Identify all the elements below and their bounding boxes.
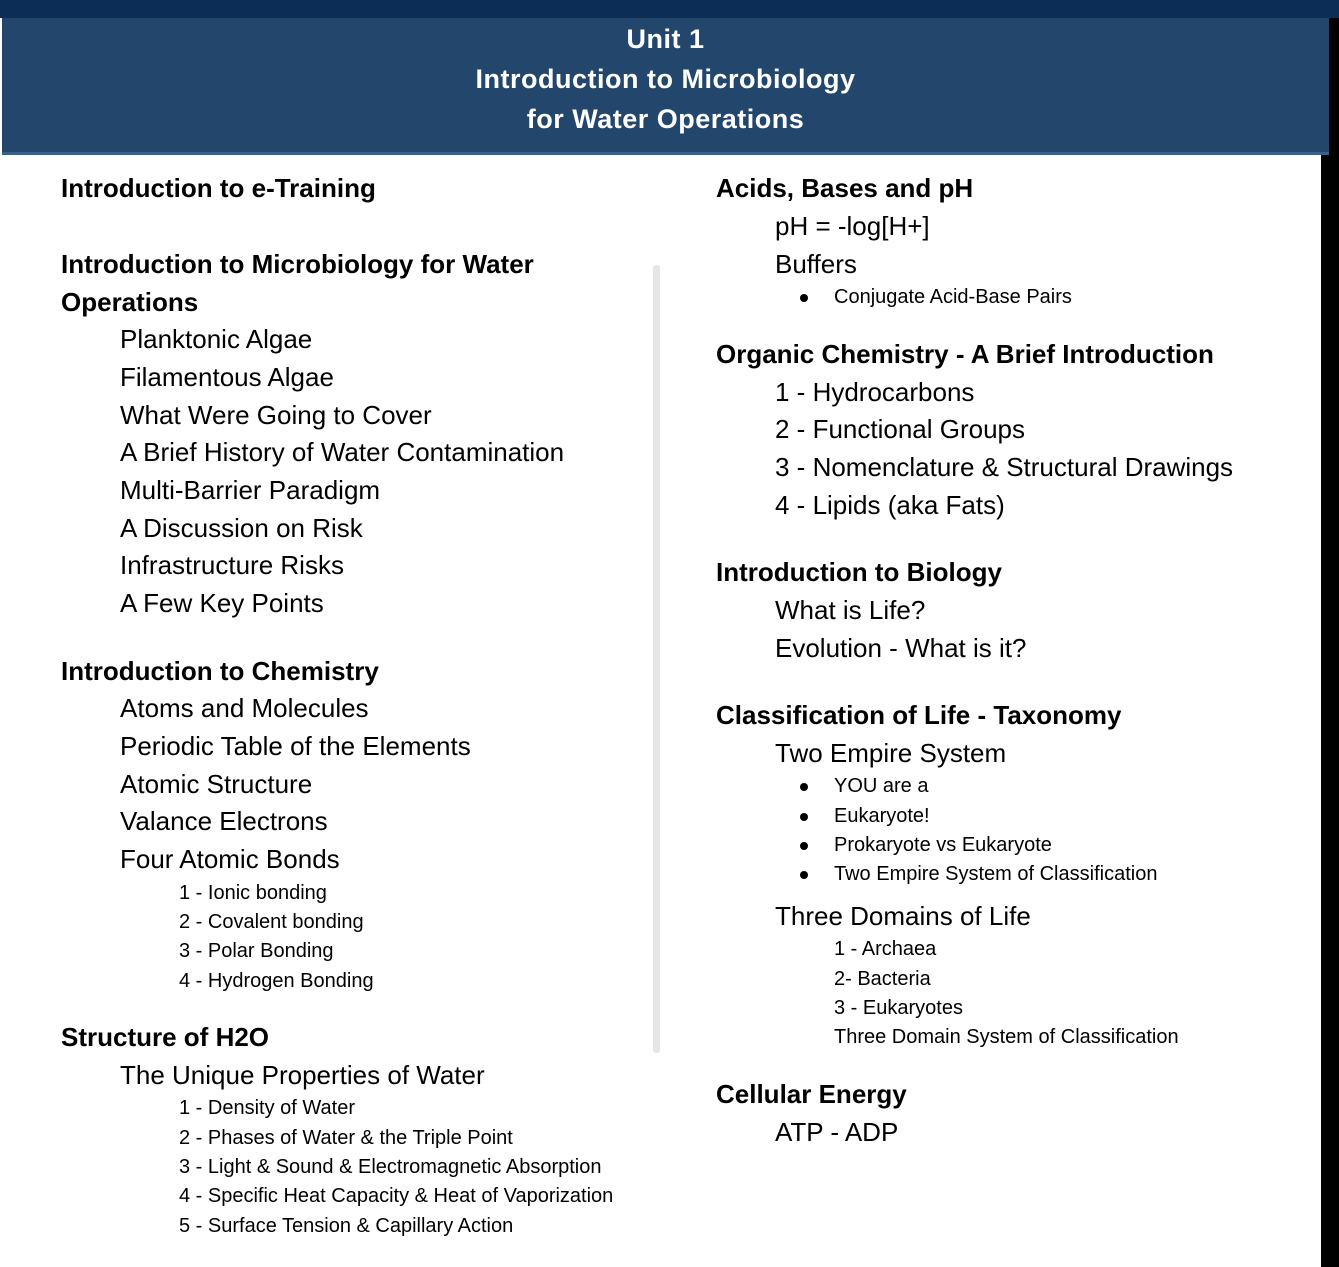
topic-item[interactable]: Planktonic Algae — [120, 324, 313, 354]
section-title[interactable]: Organic Chemistry - A Brief Introduction — [716, 339, 1214, 369]
section-title[interactable]: Operations — [61, 287, 199, 317]
unit-number: Unit 1 — [626, 24, 705, 54]
topic-item[interactable]: A Brief History of Water Contamination — [120, 437, 565, 467]
section-title[interactable]: Acids, Bases and pH — [716, 173, 974, 203]
topic-item[interactable]: 2 - Functional Groups — [775, 414, 1026, 444]
topic-item[interactable]: Two Empire System — [775, 738, 1007, 768]
subtopic-item[interactable]: 2 - Phases of Water & the Triple Point — [179, 1127, 513, 1149]
topic-item[interactable]: Filamentous Algae — [120, 362, 334, 392]
subtopic-item[interactable]: 4 - Hydrogen Bonding — [179, 970, 374, 992]
bullet-item[interactable]: Eukaryote! — [834, 805, 930, 827]
right-edge — [1329, 18, 1339, 158]
unit-header — [2, 18, 1329, 155]
topic-item[interactable]: Atoms and Molecules — [120, 693, 369, 723]
topic-item[interactable]: Three Domains of Life — [775, 901, 1031, 931]
topic-item[interactable]: Periodic Table of the Elements — [120, 731, 471, 761]
subtopic-item[interactable]: 5 - Surface Tension & Capillary Action — [179, 1215, 514, 1237]
topic-item[interactable]: 4 - Lipids (aka Fats) — [775, 490, 1005, 520]
section-title[interactable]: Classification of Life - Taxonomy — [716, 700, 1122, 730]
topic-item[interactable]: Infrastructure Risks — [120, 550, 344, 580]
subtopic-item[interactable]: 1 - Density of Water — [179, 1097, 355, 1119]
topic-item[interactable]: Buffers — [775, 249, 857, 279]
section-title[interactable]: Structure of H2O — [61, 1022, 270, 1052]
topic-item[interactable]: Valance Electrons — [120, 806, 328, 836]
topic-item[interactable]: Multi-Barrier Paradigm — [120, 475, 381, 505]
subtopic-item[interactable]: Three Domain System of Classification — [834, 1026, 1179, 1048]
bullet-item[interactable]: Conjugate Acid-Base Pairs — [834, 286, 1072, 308]
section-title[interactable]: Introduction to Chemistry — [61, 656, 379, 686]
bullet-item[interactable]: Two Empire System of Classification — [834, 863, 1158, 885]
subtopic-item[interactable]: 3 - Light & Sound & Electromagnetic Absorption — [179, 1156, 602, 1178]
subtopic-item[interactable]: 2 - Covalent bonding — [179, 911, 364, 933]
topic-item[interactable]: Evolution - What is it? — [775, 633, 1027, 663]
topic-item[interactable]: Four Atomic Bonds — [120, 844, 340, 874]
subtopic-item[interactable]: 3 - Polar Bonding — [179, 940, 334, 962]
topic-item[interactable]: pH = -log[H+] — [775, 211, 930, 241]
subtopic-item[interactable]: 1 - Ionic bonding — [179, 882, 327, 904]
topic-item[interactable]: 1 - Hydrocarbons — [775, 377, 975, 407]
bullet-icon — [800, 783, 808, 791]
subtopic-item[interactable]: 2- Bacteria — [834, 968, 931, 990]
bullet-item[interactable]: Prokaryote vs Eukaryote — [834, 834, 1052, 856]
scrollbar[interactable] — [653, 265, 660, 1053]
bullet-icon — [800, 294, 808, 302]
bullet-icon — [800, 842, 808, 850]
section-title[interactable]: Introduction to Biology — [716, 557, 1002, 587]
top-strip — [0, 0, 1339, 18]
unit-subtitle: for Water Operations — [526, 104, 805, 134]
subtopic-item[interactable]: 4 - Specific Heat Capacity & Heat of Vaporization — [179, 1185, 614, 1207]
topic-item[interactable]: What Were Going to Cover — [120, 400, 432, 430]
bullet-icon — [800, 871, 808, 879]
subtopic-item[interactable]: 1 - Archaea — [834, 938, 937, 960]
unit-title: Introduction to Microbiology — [475, 64, 856, 94]
bullet-icon — [800, 813, 808, 821]
topic-item[interactable]: Atomic Structure — [120, 769, 313, 799]
topic-item[interactable]: ATP - ADP — [775, 1117, 899, 1147]
right-edge — [1321, 155, 1339, 1267]
topic-item[interactable]: A Few Key Points — [120, 588, 324, 618]
topic-item[interactable]: A Discussion on Risk — [120, 513, 363, 543]
subtopic-item[interactable]: 3 - Eukaryotes — [834, 997, 963, 1019]
topic-item[interactable]: What is Life? — [775, 595, 926, 625]
section-title[interactable]: Introduction to e-Training — [61, 173, 376, 203]
topic-item[interactable]: 3 - Nomenclature & Structural Drawings — [775, 452, 1234, 482]
section-title[interactable]: Introduction to Microbiology for Water — [61, 249, 534, 279]
section-title[interactable]: Cellular Energy — [716, 1079, 907, 1109]
bullet-item[interactable]: YOU are a — [834, 775, 929, 797]
topic-item[interactable]: The Unique Properties of Water — [120, 1060, 485, 1090]
